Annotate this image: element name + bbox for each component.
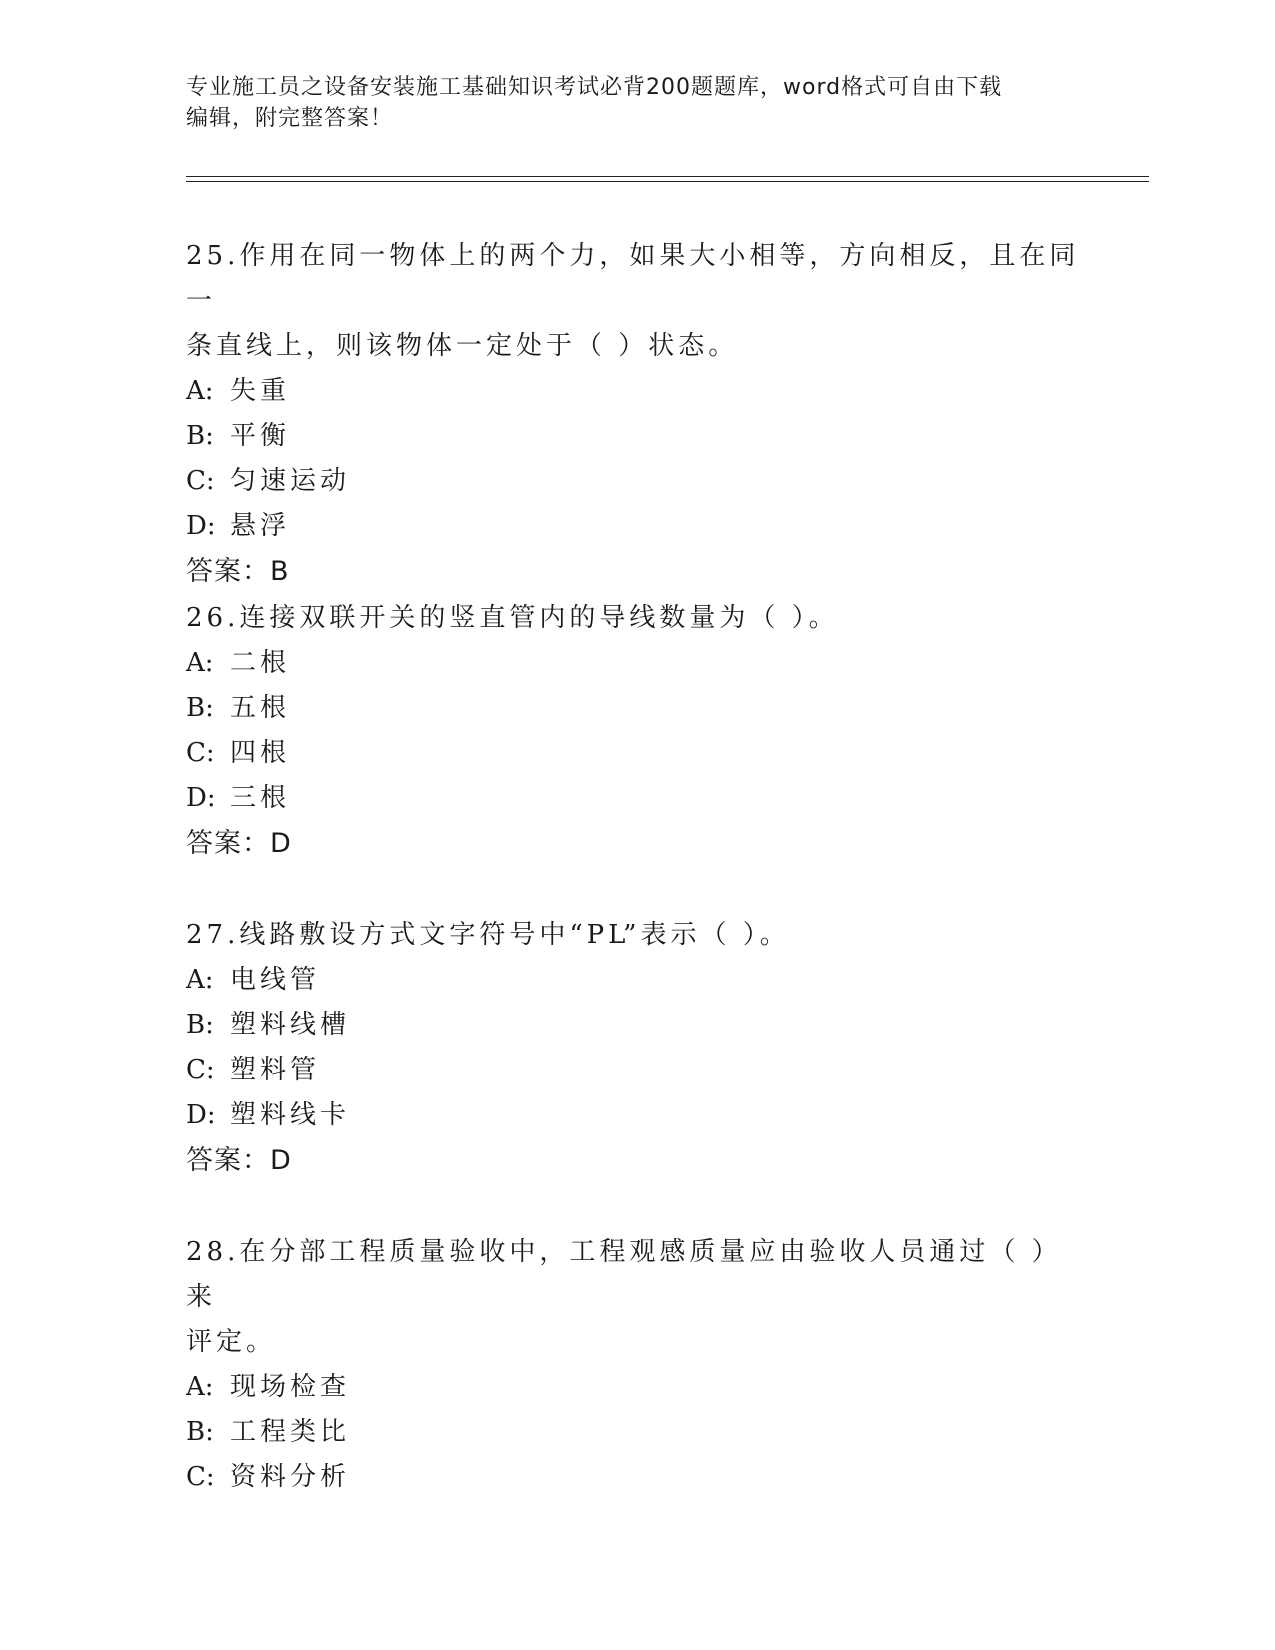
option-b	[186, 1410, 1086, 1455]
option-letter: B:	[186, 1010, 214, 1040]
option-c	[186, 1455, 1086, 1500]
option-letter: A:	[186, 648, 214, 678]
option-letter: B:	[186, 421, 214, 451]
option-a	[186, 641, 1086, 686]
option-text: 电线管	[230, 965, 321, 995]
option-letter: C:	[186, 466, 215, 496]
option-c	[186, 1048, 1086, 1093]
answer-line: 答案：D	[186, 828, 292, 859]
option-letter: D:	[186, 1100, 216, 1130]
option-letter: A:	[186, 376, 214, 406]
question-text	[186, 596, 1086, 641]
question-line-1: 25.作用在同一物体上的两个力，如果大小相等，方向相反，且在同一	[186, 241, 1080, 316]
option-text: 塑料线卡	[230, 1100, 351, 1130]
option-b	[186, 686, 1086, 731]
option-text: 二根	[230, 648, 291, 678]
option-d	[186, 776, 1086, 821]
option-a	[186, 369, 1086, 414]
option-letter: C:	[186, 1055, 215, 1085]
option-text: 三根	[230, 783, 291, 813]
question-28	[186, 1230, 1086, 1500]
option-text: 工程类比	[230, 1417, 351, 1447]
question-line-1: 28.在分部工程质量验收中，工程观感质量应由验收人员通过（ ）来	[186, 1237, 1062, 1312]
option-text: 资料分析	[230, 1462, 351, 1492]
option-letter: C:	[186, 738, 215, 768]
option-b	[186, 1003, 1086, 1048]
question-line-2: 评定。	[186, 1327, 277, 1357]
option-d	[186, 1093, 1086, 1138]
option-letter: B:	[186, 693, 214, 723]
option-letter: C:	[186, 1462, 215, 1492]
header-line-1: 专业施工员之设备安装施工基础知识考试必背200题题库，word格式可自由下载	[186, 75, 1003, 100]
question-line-2: 条直线上，则该物体一定处于（ ）状态。	[186, 331, 739, 361]
option-a	[186, 958, 1086, 1003]
option-letter: B:	[186, 1417, 214, 1447]
option-text: 匀速运动	[230, 466, 351, 496]
header-divider-top	[186, 176, 1149, 177]
option-letter: A:	[186, 965, 214, 995]
answer-line: 答案：B	[186, 556, 290, 587]
question-26	[186, 596, 1086, 866]
question-text	[186, 1230, 1086, 1365]
option-text: 塑料线槽	[230, 1010, 351, 1040]
question-line-1: 26.连接双联开关的竖直管内的导线数量为（ ）。	[186, 603, 839, 633]
option-d	[186, 504, 1086, 549]
question-27	[186, 913, 1086, 1183]
answer-line: 答案：D	[186, 1145, 292, 1176]
question-line-1: 27.线路敷设方式文字符号中“PL”表示（ ）。	[186, 920, 790, 950]
document-header	[186, 72, 1066, 134]
option-a	[186, 1365, 1086, 1410]
option-text: 平衡	[230, 421, 291, 451]
option-text: 现场检查	[230, 1372, 351, 1402]
question-text	[186, 234, 1086, 369]
option-letter: A:	[186, 1372, 214, 1402]
option-letter: D:	[186, 783, 216, 813]
option-b	[186, 414, 1086, 459]
option-c	[186, 459, 1086, 504]
option-text: 五根	[230, 693, 291, 723]
option-letter: D:	[186, 511, 216, 541]
header-line-2: 编辑，附完整答案！	[186, 106, 394, 131]
header-divider-bottom	[186, 181, 1149, 182]
option-text: 悬浮	[230, 511, 291, 541]
question-25	[186, 234, 1086, 594]
question-text	[186, 913, 1086, 958]
option-text: 塑料管	[230, 1055, 321, 1085]
option-text: 四根	[230, 738, 291, 768]
option-text: 失重	[230, 376, 291, 406]
option-c	[186, 731, 1086, 776]
